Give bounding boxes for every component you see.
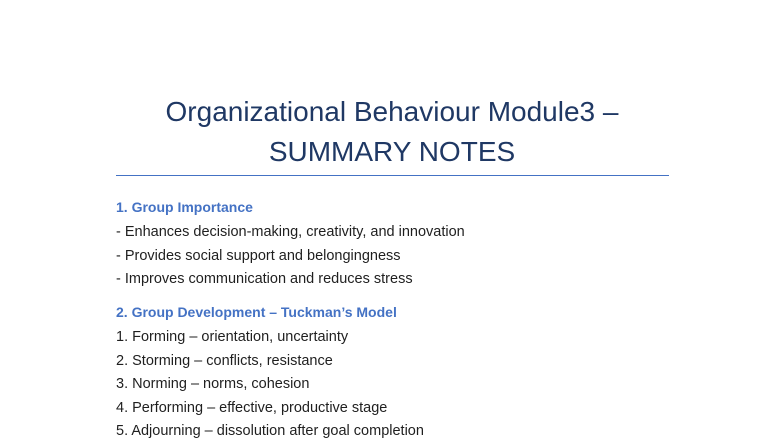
list-item: 2. Storming – conflicts, resistance: [116, 352, 333, 369]
list-item: - Enhances decision-making, creativity, and innovation: [116, 224, 465, 240]
list-item: - Provides social support and belongingness: [116, 247, 401, 264]
title-line-1: Organizational Behaviour Module3 –: [165, 96, 619, 127]
page-title: [116, 92, 668, 172]
section-heading: 2. Group Development – Tuckman’s Model: [116, 304, 397, 320]
section-group-development: [116, 303, 676, 441]
list-item: 4. Performing – effective, productive stage: [116, 399, 388, 416]
section-heading: 1. Group Importance: [116, 199, 253, 215]
title-divider: [116, 175, 669, 176]
section-group-importance: [116, 198, 676, 292]
list-item: 5. Adjourning – dissolution after goal completion: [116, 423, 424, 439]
list-item: 3. Norming – norms, cohesion: [116, 376, 310, 392]
title-line-2: SUMMARY NOTES: [268, 136, 516, 167]
list-item: - Improves communication and reduces stress: [116, 271, 413, 287]
list-item: 1. Forming – orientation, uncertainty: [116, 329, 349, 345]
